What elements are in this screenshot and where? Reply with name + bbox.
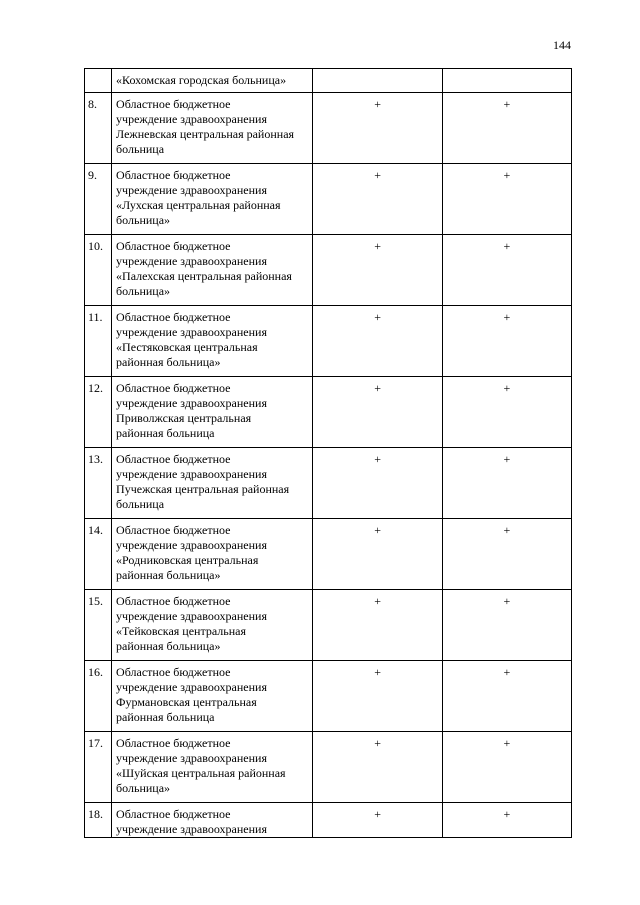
mark-cell-1: + bbox=[313, 661, 442, 732]
institution-name-line: больница» bbox=[116, 284, 171, 298]
institution-name-line: Приволжская центральная bbox=[116, 411, 252, 425]
table-row-continuation bbox=[85, 69, 572, 93]
institution-name-line: «Родниковская центральная bbox=[116, 553, 259, 567]
institution-name-line: учреждение здравоохранения bbox=[116, 183, 267, 197]
institution-name-line: Областное бюджетное bbox=[116, 452, 231, 466]
mark-cell-1: + bbox=[313, 377, 442, 448]
table-row bbox=[85, 164, 572, 235]
mark-cell-1: + bbox=[313, 590, 442, 661]
institution-name-cell bbox=[112, 519, 313, 590]
row-number-cell: 16. bbox=[85, 661, 112, 732]
institution-name-cell bbox=[112, 448, 313, 519]
row-number-cell: 10. bbox=[85, 235, 112, 306]
institution-name-cell bbox=[112, 93, 313, 164]
institution-name-line: «Шуйская центральная районная bbox=[116, 766, 286, 780]
institution-name-cell bbox=[112, 69, 313, 93]
mark-cell-1: + bbox=[313, 803, 442, 838]
institution-name-line: больница» bbox=[116, 781, 171, 795]
row-number-cell: 11. bbox=[85, 306, 112, 377]
institution-name-line: Областное бюджетное bbox=[116, 665, 231, 679]
row-number-cell: 17. bbox=[85, 732, 112, 803]
institution-name-line: районная больница bbox=[116, 426, 215, 440]
institution-name-line: Пучежская центральная районная bbox=[116, 482, 290, 496]
table-body bbox=[85, 69, 572, 838]
mark-cell-2: + bbox=[442, 235, 571, 306]
mark-cell-1: + bbox=[313, 235, 442, 306]
institution-name-cell bbox=[112, 590, 313, 661]
institution-name-line: больница» bbox=[116, 213, 171, 227]
mark-cell-2: + bbox=[442, 661, 571, 732]
institution-name-line: учреждение здравоохранения bbox=[116, 609, 267, 623]
institution-name-line: «Кохомская городская больница» bbox=[116, 73, 287, 87]
mark-cell-1 bbox=[313, 69, 442, 93]
institution-name-line: районная больница» bbox=[116, 568, 221, 582]
mark-cell-2: + bbox=[442, 732, 571, 803]
mark-cell-2: + bbox=[442, 93, 571, 164]
institution-name-line: Областное бюджетное bbox=[116, 594, 231, 608]
mark-cell-1: + bbox=[313, 164, 442, 235]
table-row bbox=[85, 306, 572, 377]
mark-cell-1: + bbox=[313, 519, 442, 590]
institution-name-line: Областное бюджетное bbox=[116, 310, 231, 324]
institution-name-line: больница bbox=[116, 497, 165, 511]
institution-name-line: районная больница» bbox=[116, 639, 221, 653]
institution-name-line: учреждение здравоохранения bbox=[116, 112, 267, 126]
row-number-cell: 8. bbox=[85, 93, 112, 164]
institution-name-line: Областное бюджетное bbox=[116, 736, 231, 750]
row-number-cell: 15. bbox=[85, 590, 112, 661]
institution-name-cell bbox=[112, 235, 313, 306]
table-row bbox=[85, 590, 572, 661]
institution-name-line: «Пестяковская центральная bbox=[116, 340, 258, 354]
row-number-cell: 12. bbox=[85, 377, 112, 448]
institution-name-line: Лежневская центральная районная bbox=[116, 127, 295, 141]
row-number-cell bbox=[85, 69, 112, 93]
table-row bbox=[85, 93, 572, 164]
mark-cell-2: + bbox=[442, 519, 571, 590]
institution-name-line: учреждение здравоохранения bbox=[116, 254, 267, 268]
institution-name-line: учреждение здравоохранения bbox=[116, 467, 267, 481]
mark-cell-1: + bbox=[313, 732, 442, 803]
institution-name-line: Областное бюджетное bbox=[116, 807, 231, 821]
institution-name-line: «Палехская центральная районная bbox=[116, 269, 292, 283]
institutions-table bbox=[84, 68, 572, 838]
table-row bbox=[85, 448, 572, 519]
mark-cell-2: + bbox=[442, 590, 571, 661]
institution-name-cell bbox=[112, 377, 313, 448]
institution-name-line: «Лухская центральная районная bbox=[116, 198, 281, 212]
institution-name-line: больница bbox=[116, 142, 165, 156]
institution-name-line: районная больница» bbox=[116, 355, 221, 369]
institution-name-line: учреждение здравоохранения bbox=[116, 325, 267, 339]
institution-name-cell bbox=[112, 803, 313, 838]
table-row bbox=[85, 519, 572, 590]
institution-name-line: Областное бюджетное bbox=[116, 381, 231, 395]
mark-cell-2: + bbox=[442, 803, 571, 838]
page-number: 144 bbox=[553, 38, 571, 52]
institution-name-line: Областное бюджетное bbox=[116, 239, 231, 253]
table-row bbox=[85, 661, 572, 732]
institution-name-cell bbox=[112, 661, 313, 732]
table-row bbox=[85, 377, 572, 448]
institution-name-line: «Тейковская центральная bbox=[116, 624, 247, 638]
institution-name-line: учреждение здравоохранения bbox=[116, 538, 267, 552]
table-row bbox=[85, 803, 572, 838]
mark-cell-1: + bbox=[313, 306, 442, 377]
institution-name-line: учреждение здравоохранения bbox=[116, 396, 267, 410]
mark-cell-2: + bbox=[442, 448, 571, 519]
institution-name-line: Областное бюджетное bbox=[116, 523, 231, 537]
row-number-cell: 18. bbox=[85, 803, 112, 838]
institution-name-line: районная больница bbox=[116, 710, 215, 724]
mark-cell-1: + bbox=[313, 448, 442, 519]
institution-name-cell bbox=[112, 164, 313, 235]
mark-cell-2: + bbox=[442, 164, 571, 235]
row-number-cell: 14. bbox=[85, 519, 112, 590]
mark-cell-1: + bbox=[313, 93, 442, 164]
institution-name-line: Фурмановская центральная bbox=[116, 695, 257, 709]
mark-cell-2: + bbox=[442, 306, 571, 377]
institution-name-line: Областное бюджетное bbox=[116, 168, 231, 182]
row-number-cell: 13. bbox=[85, 448, 112, 519]
institution-name-line: учреждение здравоохранения bbox=[116, 751, 267, 765]
table-row bbox=[85, 732, 572, 803]
institution-name-cell bbox=[112, 306, 313, 377]
table-row bbox=[85, 235, 572, 306]
institution-name-cell bbox=[112, 732, 313, 803]
mark-cell-2 bbox=[442, 69, 571, 93]
institution-name-line: учреждение здравоохранения bbox=[116, 680, 267, 694]
institution-name-line: учреждение здравоохранения bbox=[116, 822, 267, 836]
row-number-cell: 9. bbox=[85, 164, 112, 235]
institution-name-line: Областное бюджетное bbox=[116, 97, 231, 111]
mark-cell-2: + bbox=[442, 377, 571, 448]
